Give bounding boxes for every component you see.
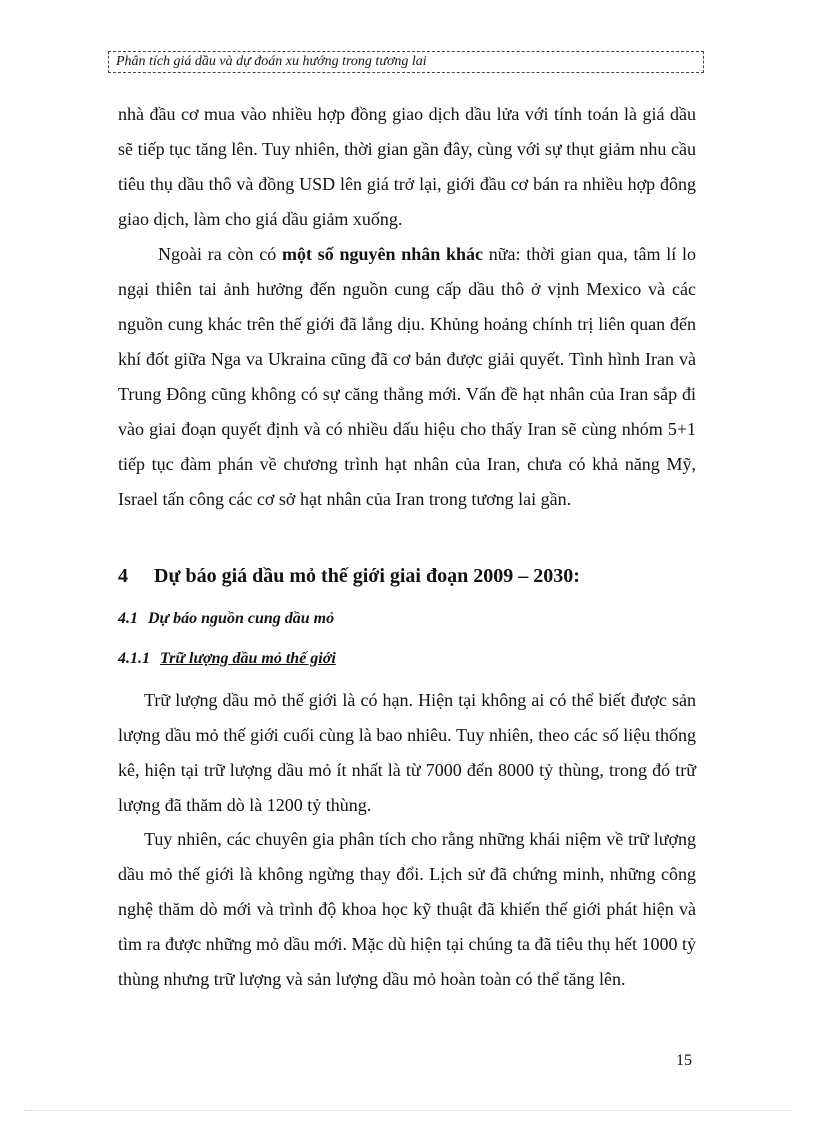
subsubsection-number: 4.1.1 — [118, 650, 150, 667]
paragraph-text: Tuy nhiên, các chuyên gia phân tích cho rằng những khái niệm về trữ lượng dầu mỏ thế giới là không ngừng thay đổi. Lịch sử đã chứng minh, những công nghệ thăm dò mới và trình độ khoa học kỹ thuật đã khiến thế giới phát hiện và tìm ra được những mỏ dầu mới. Mặc dù hiện tại chúng ta đã tiêu thụ hết 1000 tỷ thùng nhưng trữ lượng và sản lượng dầu mỏ hoàn toàn có thể tăng lên. — [118, 829, 696, 989]
paragraph-lead: Ngoài ra còn có — [158, 244, 282, 264]
footer-divider — [24, 1110, 792, 1111]
paragraph-speculators — [118, 97, 696, 237]
subsubsection-title: Trữ lượng dầu mỏ thế giới — [160, 650, 336, 667]
paragraph-text — [118, 237, 696, 517]
section-title: Dự báo giá dầu mỏ thế giới giai đoạn 2009 – 2030: — [154, 565, 580, 587]
paragraph-other-causes — [118, 237, 696, 517]
subsection-title: Dự báo nguồn cung dầu mỏ — [148, 610, 335, 627]
paragraph-rest: nữa: thời gian qua, tâm lí lo ngại thiên tai ảnh hưởng đến nguồn cung cấp dầu thô ở vịnh Mexico và các nguồn cung khác trên thế giới đã lắng dịu. Khủng hoảng chính trị liên quan đến khí đốt giữa Nga va Ukraina cũng đã cơ bản được giải quyết. Tình hình Iran và Trung Đông cũng không có sự căng thẳng mới. Vấn đề hạt nhân của Iran sắp đi vào giai đoạn quyết định và có nhiều dấu hiệu cho thấy Iran sẽ cùng nhóm 5+1 tiếp tục đàm phán về chương trình hạt nhân của Iran, chưa có khả năng Mỹ, Israel tấn công các cơ sở hạt nhân của Iran trong tương lai gần. — [118, 244, 696, 509]
subsection-heading — [118, 610, 334, 628]
subsubsection-heading — [118, 650, 336, 668]
running-header-title: Phân tích giá dầu và dự đoán xu hướng trong tương lai — [116, 54, 427, 69]
paragraph-text: Trữ lượng dầu mỏ thế giới là có hạn. Hiện tại không ai có thể biết được sản lượng dầu mỏ thế giới cuối cùng là bao nhiêu. Tuy nhiên, theo các số liệu thống kê, hiện tại trữ lượng dầu mỏ ít nhất là từ 7000 đến 8000 tỷ thùng, trong đó trữ lượng đã thăm dò là 1200 tỷ thùng. — [118, 690, 696, 815]
section-heading — [118, 565, 580, 588]
section-number: 4 — [118, 565, 128, 587]
paragraph-text: nhà đầu cơ mua vào nhiều hợp đồng giao dịch dầu lửa với tính toán là giá dầu sẽ tiếp tục tăng lên. Tuy nhiên, thời gian gần đây, cùng với sự thụt giảm nhu cầu tiêu thụ dầu thô và đồng USD lên giá trở lại, giới đầu cơ bán ra nhiều hợp đông giao dịch, làm cho giá dầu giảm xuống. — [118, 104, 696, 229]
page-number: 15 — [676, 1052, 692, 1069]
subsection-number: 4.1 — [118, 610, 138, 627]
paragraph-expert-opinion — [118, 822, 696, 997]
running-header — [108, 51, 704, 73]
paragraph-bold-phrase: một số nguyên nhân khác — [281, 244, 484, 264]
paragraph-reserves — [118, 683, 696, 823]
